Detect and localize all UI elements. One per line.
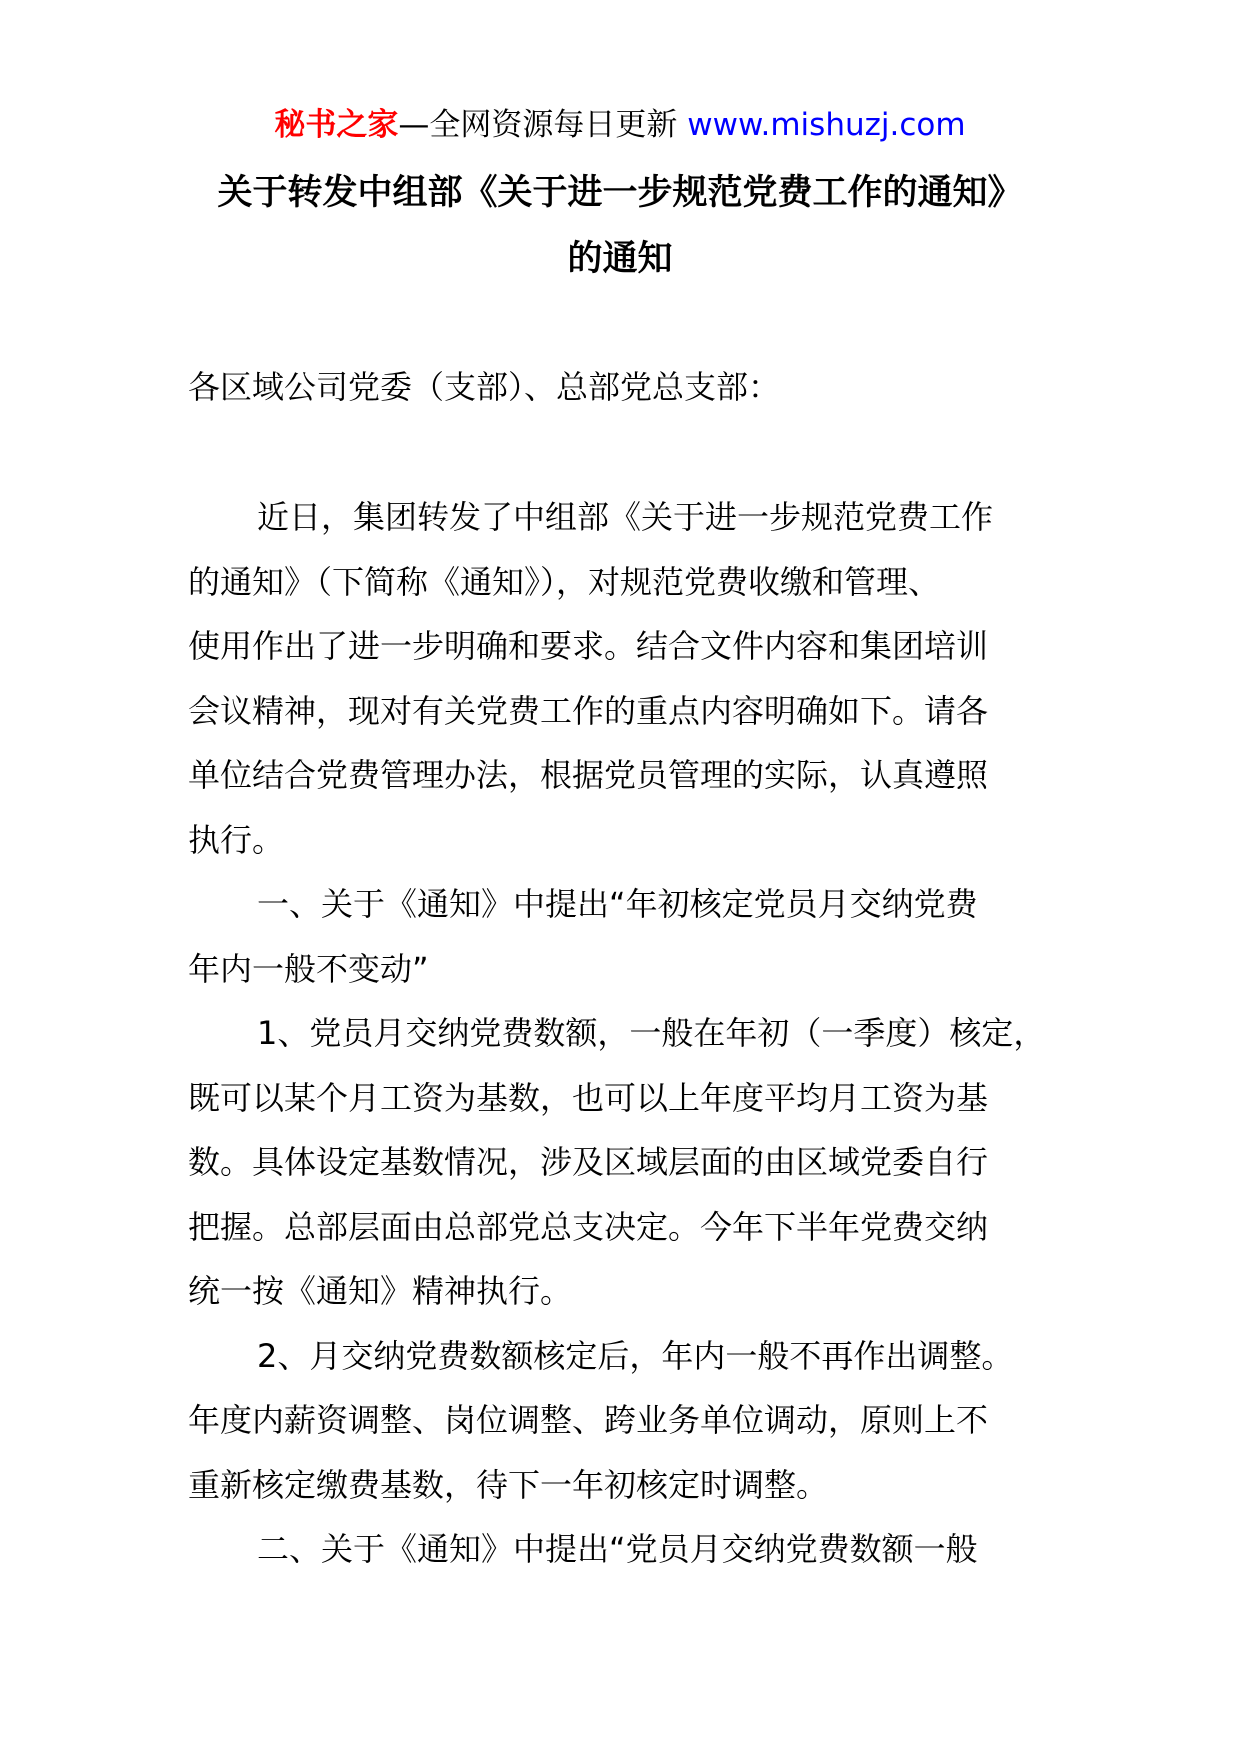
body-line: 近日，集团转发了中组部《关于进一步规范党费工作 <box>257 498 994 536</box>
body-line: 的通知》（下简称《通知》），对规范党费收缴和管理、 <box>188 562 941 601</box>
body-line: 单位结合党费管理办法，根据党员管理的实际，认真遵照 <box>188 756 989 794</box>
document-title-line-1: 关于转发中组部《关于进一步规范党费工作的通知》 <box>217 173 1023 213</box>
section-heading-line: 年内一般不变动” <box>188 949 429 988</box>
body-line: 统一按《通知》精神执行。 <box>188 1272 573 1310</box>
site-name: 秘书之家 <box>274 107 399 143</box>
body-line: 会议精神，现对有关党费工作的重点内容明确如下。请各 <box>188 691 989 730</box>
site-url-link[interactable]: www.mishuzj.com <box>687 107 966 143</box>
document-title <box>150 160 1090 292</box>
body-line: 重新核定缴费基数，待下一年初核定时调整。 <box>188 1465 829 1504</box>
body-line: 既可以某个月工资为基数，也可以上年度平均月工资为基 <box>188 1078 989 1117</box>
body-line: 2、月交纳党费数额核定后，年内一般不再作出调整。 <box>257 1336 1014 1375</box>
body-line: 数。具体设定基数情况，涉及区域层面的由区域党委自行 <box>188 1143 989 1181</box>
section-heading-line: 一、关于《通知》中提出“年初核定党员月交纳党费 <box>257 885 978 923</box>
document-title-line-2: 的通知 <box>567 239 673 279</box>
section-heading-line: 二、关于《通知》中提出“党员月交纳党费数额一般 <box>257 1530 978 1568</box>
site-header <box>0 98 1240 152</box>
body-line: 年度内薪资调整、岗位调整、跨业务单位调动，原则上不 <box>188 1401 989 1439</box>
body-line: 执行。 <box>188 820 285 859</box>
document-body <box>188 485 1088 1582</box>
site-slogan: —全网资源每日更新 <box>398 107 688 143</box>
body-line: 使用作出了进一步明确和要求。结合文件内容和集团培训 <box>188 627 989 665</box>
body-line: 把握。总部层面由总部党总支决定。今年下半年党费交纳 <box>188 1207 989 1246</box>
body-line: 1、党员月交纳党费数额，一般在年初（一季度）核定， <box>257 1014 1046 1052</box>
salutation: 各区域公司党委（支部）、总部党总支部： <box>188 368 781 406</box>
